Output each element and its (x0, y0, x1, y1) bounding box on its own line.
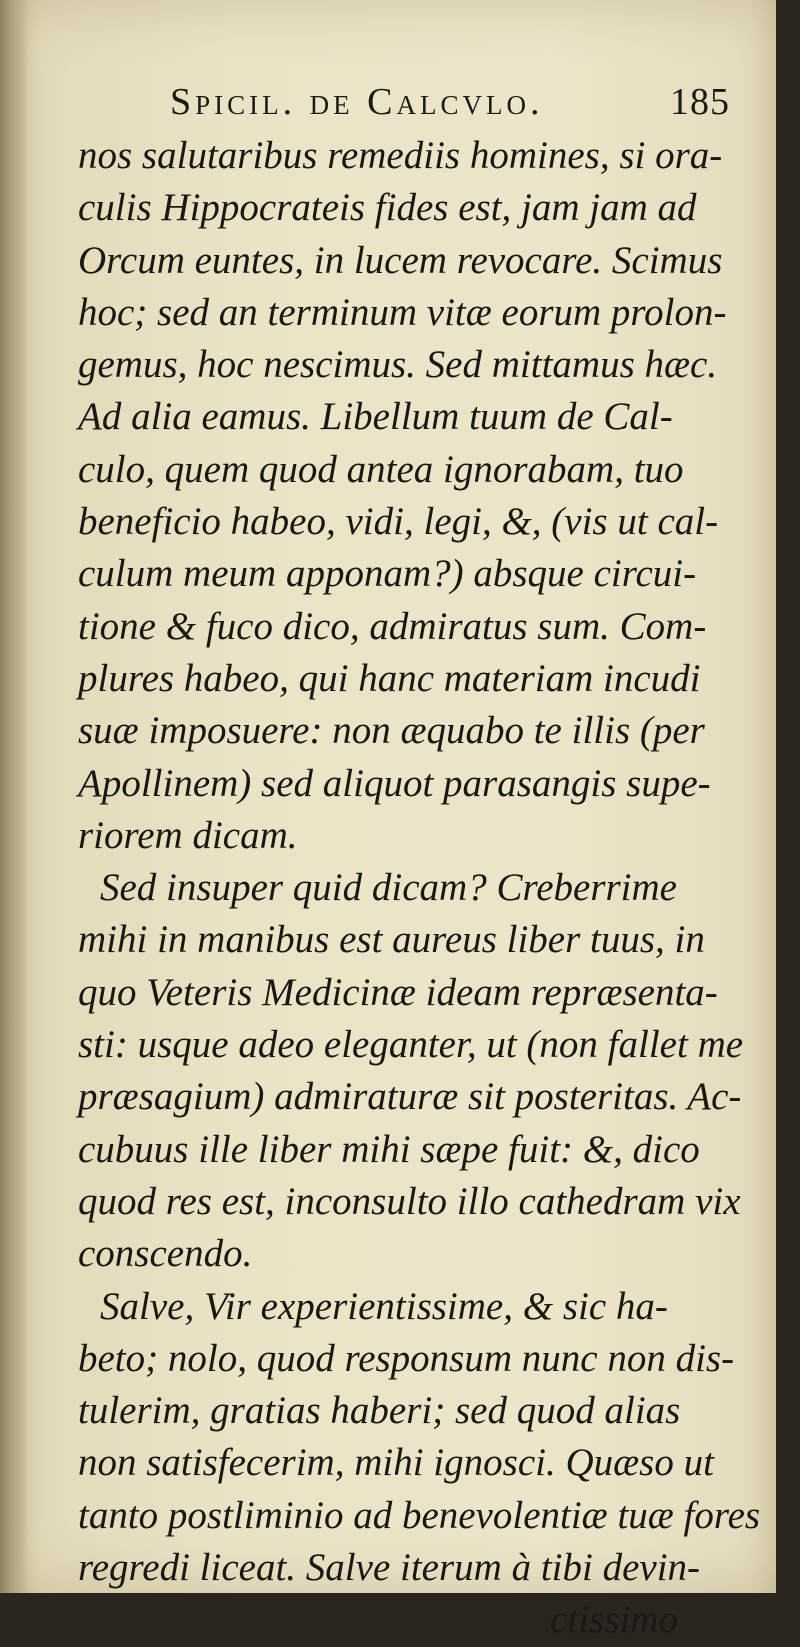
text-line: conscendo. (78, 1232, 253, 1276)
text-line: plures habeo, qui hanc materiam incudi (78, 656, 701, 700)
text-line: Salve, Vir experientissime, & sic ha- (100, 1284, 668, 1328)
text-line: beto; nolo, quod responsum nunc non dis- (78, 1336, 735, 1380)
running-header (170, 80, 730, 124)
page-edge (776, 0, 788, 1593)
header-title: Spicil. de Calcvlo. (170, 81, 544, 123)
text-line: quo Veteris Medicinæ ideam repræsenta- (78, 970, 718, 1014)
page-number: 185 (670, 81, 730, 123)
text-line: culis Hippocrateis fides est, jam jam ad (78, 186, 697, 230)
text-line: gemus, hoc nescimus. Sed mittamus hæc. (78, 343, 718, 387)
text-line: beneficio habeo, vidi, legi, &, (vis ut cal- (78, 500, 719, 544)
text-line: suæ imposuere: non æquabo te illis (per (78, 709, 705, 753)
text-line: mihi in manibus est aureus liber tuus, in (78, 918, 705, 962)
body-text (78, 130, 761, 1647)
text-line: Orcum euntes, in lucem revocare. Scimus (78, 238, 723, 282)
text-line: tanto postliminio ad benevolentiæ tuæ fores (78, 1493, 761, 1537)
text-line: non satisfecerim, mihi ignosci. Quæso ut (78, 1441, 714, 1485)
page-spine-shadow (0, 0, 28, 1593)
text-line: tione & fuco dico, admiratus sum. Com- (78, 604, 707, 648)
text-line: Apollinem) sed aliquot parasangis supe- (78, 761, 711, 805)
text-line: regredi liceat. Salve iterum à tibi devin- (78, 1546, 701, 1590)
text-line: Sed insuper quid dicam? Creberrime (100, 866, 677, 910)
text-line: sti: usque adeo eleganter, ut (non fallet me (78, 1023, 744, 1067)
text-line: riorem dicam. (78, 813, 298, 857)
text-line: nos salutaribus remediis homines, si ora- (78, 134, 723, 177)
text-line: quod res est, inconsulto illo cathedram vix (78, 1179, 741, 1223)
text-line: culum meum apponam?) absque circui- (78, 552, 697, 596)
text-line: culo, quem quod antea ignorabam, tuo (78, 447, 684, 491)
text-line: tulerim, gratias haberi; sed quod alias (78, 1389, 681, 1433)
text-line: cubuus ille liber mihi sæpe fuit: &, dico (78, 1127, 700, 1171)
text-line: Ad alia eamus. Libellum tuum de Cal- (78, 395, 673, 439)
text-line: hoc; sed an terminum vitæ eorum prolon- (78, 290, 727, 334)
text-line: præsagium) admiraturæ sit posteritas. Ac- (78, 1075, 742, 1119)
text-line: ctissimo (550, 1598, 678, 1642)
